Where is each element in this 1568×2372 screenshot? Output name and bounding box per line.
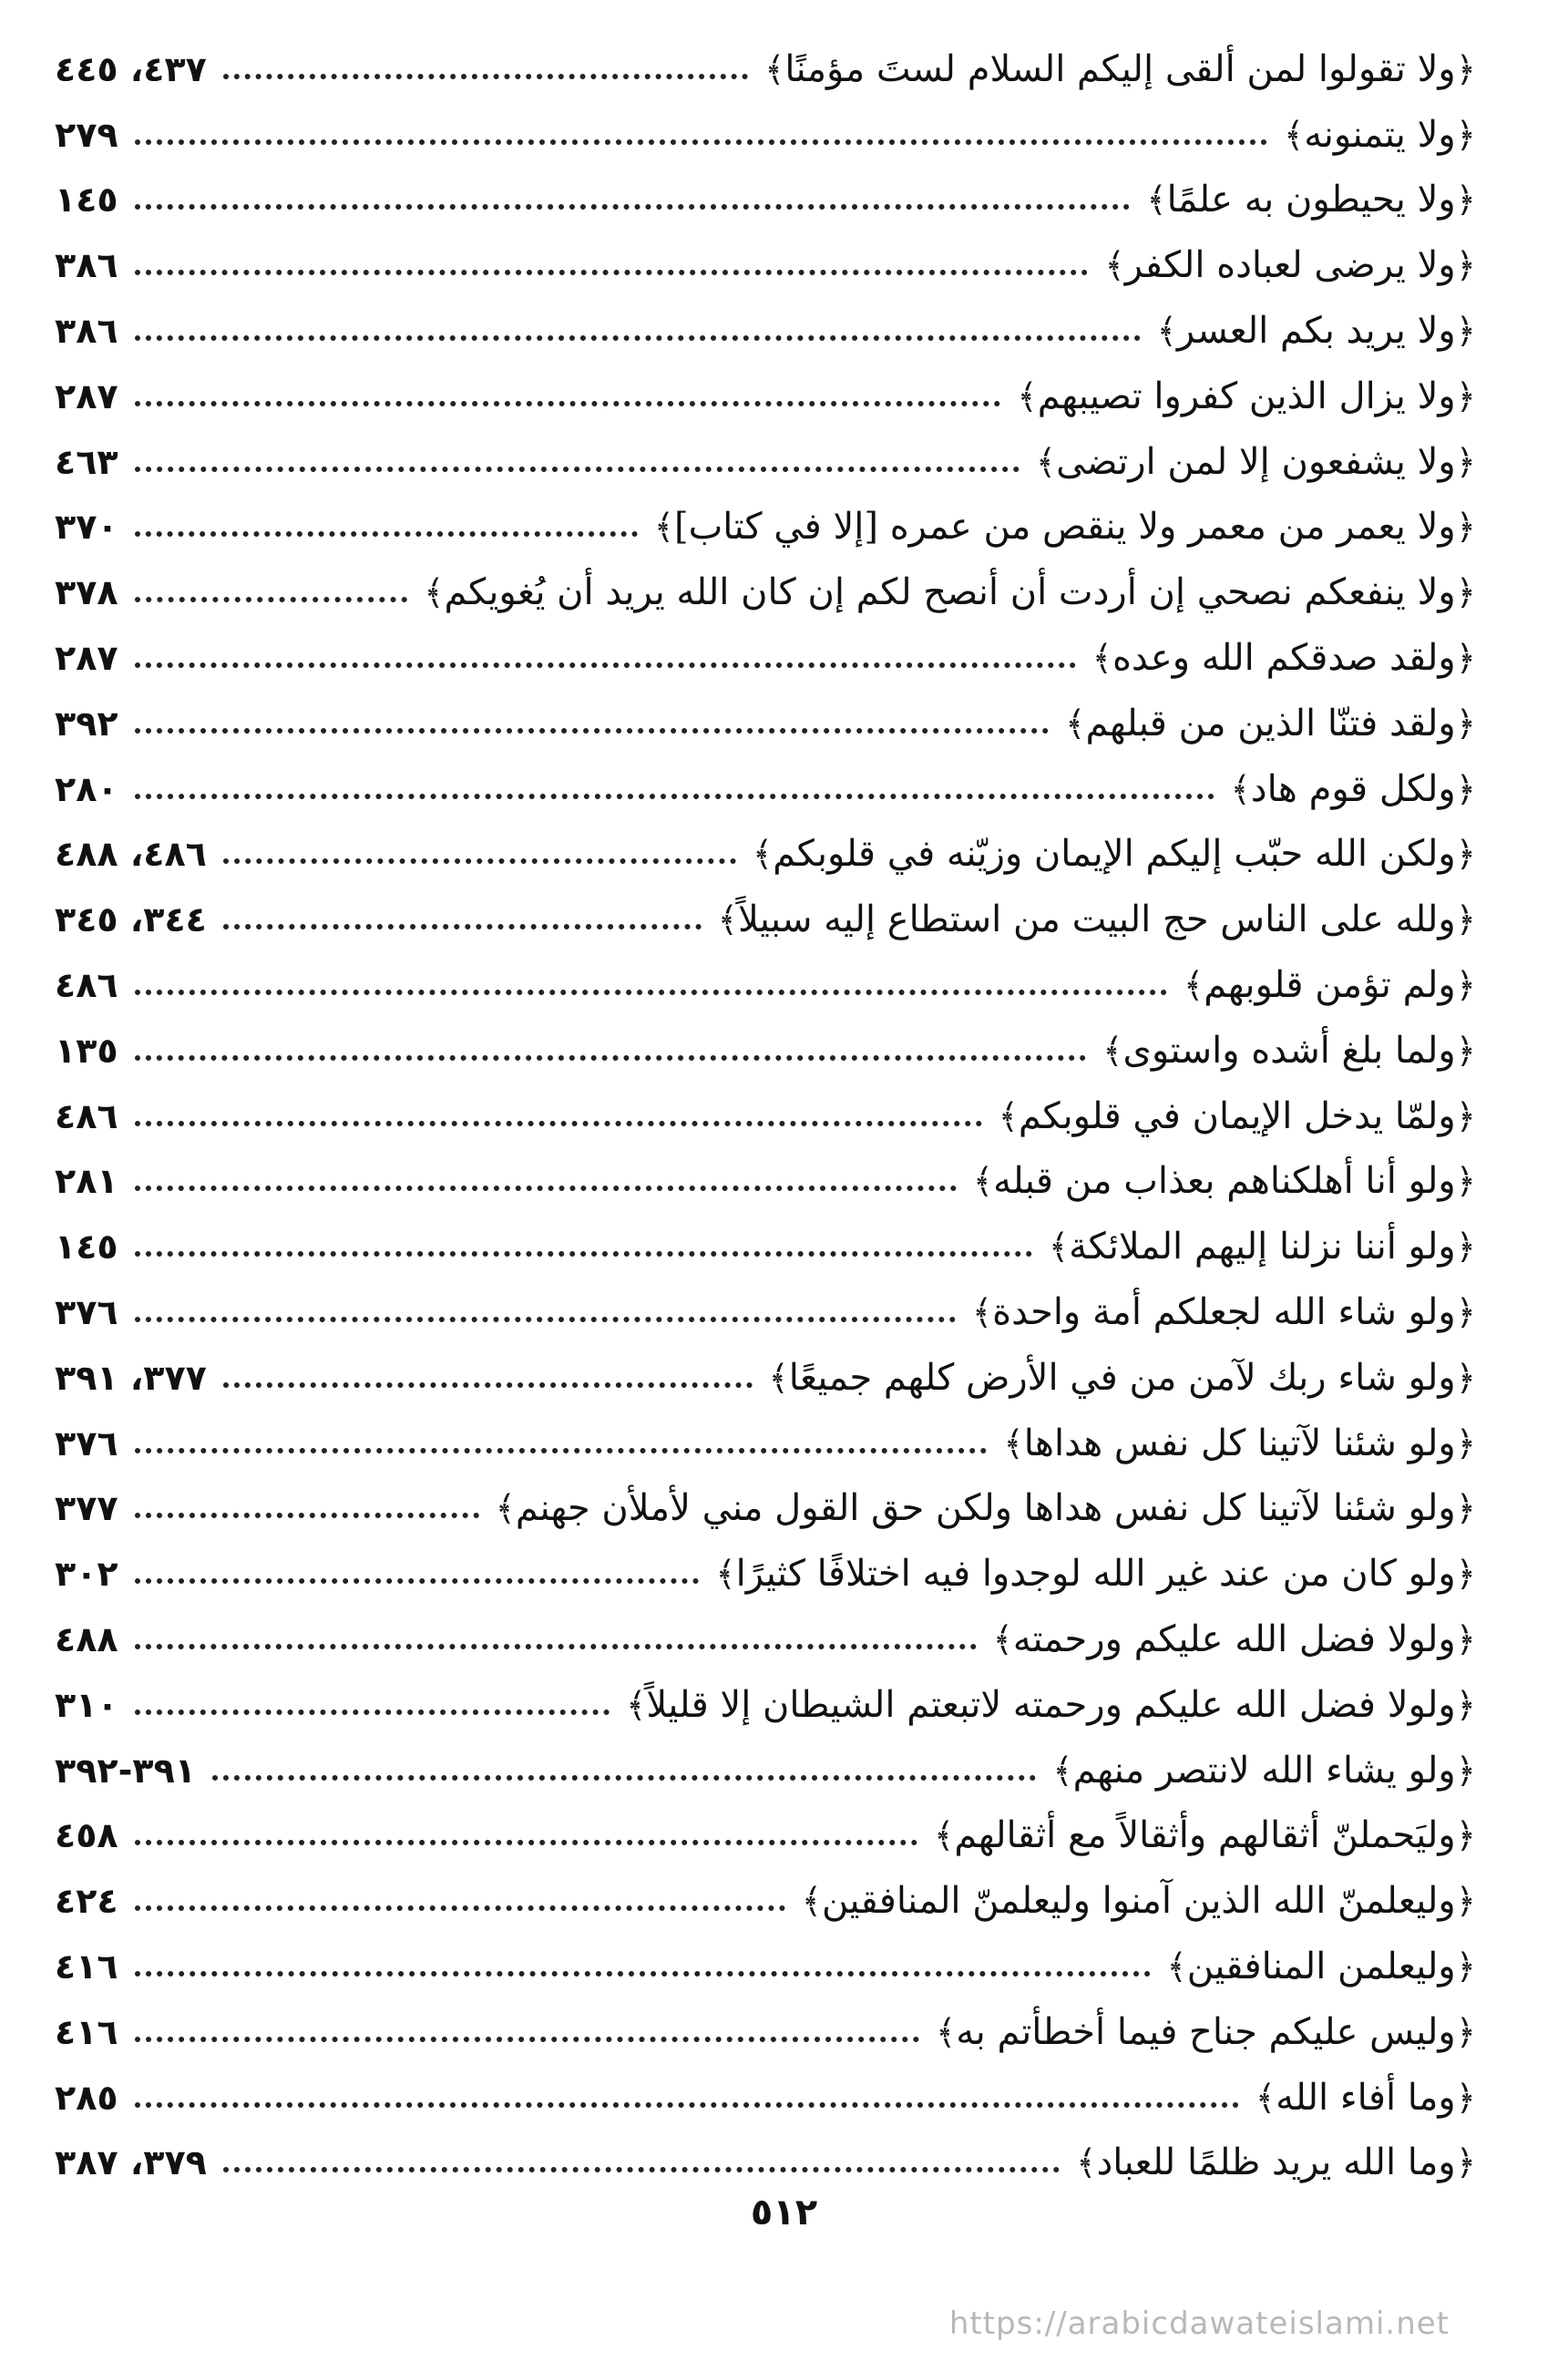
index-entry xyxy=(55,364,1476,429)
ornate-bracket-open: ﴿ xyxy=(1455,114,1476,155)
ayah-text xyxy=(1091,637,1476,680)
page-references: ٣٧٨ xyxy=(55,572,118,613)
dot-leader xyxy=(135,1644,977,1649)
index-entry xyxy=(55,1345,1476,1411)
ayah-words: ولا يريد بكم العسر xyxy=(1176,310,1456,353)
ornate-bracket-open: ﴿ xyxy=(1455,1357,1476,1398)
ornate-bracket-close: ﴾ xyxy=(1255,2077,1276,2118)
ornate-bracket-open: ﴿ xyxy=(1455,48,1476,89)
ornate-bracket-close: ﴾ xyxy=(998,1095,1019,1136)
ornate-bracket-open: ﴿ xyxy=(1455,441,1476,482)
ornate-bracket-close: ﴾ xyxy=(971,1292,993,1333)
ornate-bracket-close: ﴾ xyxy=(764,48,785,89)
ornate-bracket-close: ﴾ xyxy=(424,572,445,613)
page-references: ١٤٥ xyxy=(55,1227,118,1268)
ornate-bracket-open: ﴿ xyxy=(1455,311,1476,352)
dot-leader xyxy=(223,74,748,79)
index-entry xyxy=(55,1541,1476,1607)
ayah-words: ولو يشاء الله لانتصر منهم xyxy=(1072,1749,1456,1792)
page-references: ٤١٦ xyxy=(55,1946,118,1987)
index-entry xyxy=(55,1934,1476,1999)
page-references: ٤٥٨ xyxy=(55,1815,118,1856)
ornate-bracket-open: ﴿ xyxy=(1455,638,1476,679)
ayah-words: ولا يحيطون به علمًا xyxy=(1166,179,1456,221)
page-references: ٢٨٧ xyxy=(55,375,118,416)
index-entry xyxy=(55,691,1476,756)
ayah-text xyxy=(971,1291,1476,1334)
page-references: ٤٨٨ xyxy=(55,1619,118,1660)
page-references: ٣٩١-٣٩٢ xyxy=(55,1750,196,1791)
ayah-words: ولو أنا أهلكناهم بعذاب من قبله xyxy=(993,1160,1456,1203)
dot-leader xyxy=(135,662,1076,668)
index-entry xyxy=(55,1279,1476,1345)
ornate-bracket-close: ﴾ xyxy=(1166,1946,1187,1987)
page-references: ٤٢٤ xyxy=(55,1881,118,1922)
ayah-text xyxy=(1076,2141,1476,2184)
index-entry xyxy=(55,1803,1476,1869)
ayah-words: ولكل قوم هاد xyxy=(1250,767,1456,810)
ayah-text xyxy=(1048,1226,1476,1268)
ornate-bracket-open: ﴿ xyxy=(1455,1095,1476,1136)
ayah-text xyxy=(1156,310,1476,353)
dot-leader xyxy=(135,204,1131,210)
page-references: ٢٧٩ xyxy=(55,114,118,155)
ornate-bracket-open: ﴿ xyxy=(1455,768,1476,809)
ornate-bracket-open: ﴿ xyxy=(1455,572,1476,613)
ayah-text xyxy=(1102,1029,1476,1072)
ayah-text xyxy=(495,1487,1476,1530)
index-entry xyxy=(55,298,1476,364)
ornate-bracket-open: ﴿ xyxy=(1455,1161,1476,1202)
ornate-bracket-close: ﴾ xyxy=(1102,1030,1123,1071)
ornate-bracket-close: ﴾ xyxy=(1035,441,1057,482)
ayah-words: ولمّا يدخل الإيمان في قلوبكم xyxy=(1018,1094,1456,1137)
page-references: ٢٨٠ xyxy=(55,768,118,809)
ornate-bracket-close: ﴾ xyxy=(1184,965,1204,1006)
ornate-bracket-open: ﴿ xyxy=(1455,1030,1476,1071)
index-entry xyxy=(55,1738,1476,1803)
ayah-words: ولا يرضى لعباده الكفر xyxy=(1124,244,1456,287)
dot-leader xyxy=(135,1055,1087,1061)
ayah-text xyxy=(653,506,1476,549)
ornate-bracket-open: ﴿ xyxy=(1455,1750,1476,1791)
dot-leader xyxy=(223,2167,1060,2172)
ornate-bracket-close: ﴾ xyxy=(626,1684,647,1725)
ornate-bracket-close: ﴾ xyxy=(992,1619,1013,1660)
page-references: ٤٣٧، ٤٤٥ xyxy=(55,48,207,89)
ornate-bracket-close: ﴾ xyxy=(1283,114,1305,155)
ayah-words: وليس عليكم جناح فيما أخطأتم به xyxy=(956,2010,1456,2053)
ayah-words: ولا يعمر من معمر ولا ينقص من عمره [إلا في كتاب] xyxy=(674,506,1456,549)
page-references: ٣٧٦ xyxy=(55,1292,118,1333)
dot-leader xyxy=(223,1382,753,1388)
ayah-words: ولولا فضل الله عليكم ورحمته xyxy=(1012,1618,1456,1661)
page-references: ٣٧٧، ٣٩١ xyxy=(55,1357,207,1398)
index-entry xyxy=(55,1411,1476,1476)
ayah-words: ولا ينفعكم نصحي إن أردت أن أنصح لكم إن كان الله يريد أن يُغويكم xyxy=(444,571,1456,614)
dot-leader xyxy=(135,139,1267,145)
index-entry xyxy=(55,1476,1476,1542)
index-entry xyxy=(55,2065,1476,2131)
ornate-bracket-open: ﴿ xyxy=(1455,2077,1476,2118)
ayah-text xyxy=(1146,179,1476,221)
page-references: ٣٨٦ xyxy=(55,311,118,352)
ornate-bracket-close: ﴾ xyxy=(768,1357,789,1398)
ayah-words: وما الله يريد ظلمًا للعباد xyxy=(1096,2141,1456,2184)
index-entry xyxy=(55,495,1476,560)
ayah-text xyxy=(1104,244,1476,287)
index-entry xyxy=(55,1868,1476,1934)
page-references: ٣٨٦ xyxy=(55,245,118,286)
ornate-bracket-close: ﴾ xyxy=(972,1161,994,1202)
ayah-text xyxy=(1035,440,1476,483)
index-entry xyxy=(55,2131,1476,2196)
ayah-text xyxy=(717,898,1476,941)
ayah-words: ولما بلغ أشده واستوى xyxy=(1122,1029,1456,1072)
index-entry xyxy=(55,560,1476,625)
dot-leader xyxy=(135,2102,1239,2108)
dot-leader xyxy=(135,990,1167,995)
ornate-bracket-close: ﴾ xyxy=(1230,768,1251,809)
page-references: ٢٨٧ xyxy=(55,638,118,679)
index-entry xyxy=(55,1214,1476,1279)
ornate-bracket-close: ﴾ xyxy=(1017,375,1038,416)
ayah-text xyxy=(424,571,1476,614)
page-references: ٣٧٧ xyxy=(55,1488,118,1529)
ayah-text xyxy=(992,1618,1476,1661)
ornate-bracket-close: ﴾ xyxy=(801,1881,822,1922)
ornate-bracket-open: ﴿ xyxy=(1455,507,1476,548)
ayah-text xyxy=(935,2010,1476,2053)
ayah-words: ولو شاء الله لجعلكم أمة واحدة xyxy=(992,1291,1456,1334)
ornate-bracket-open: ﴿ xyxy=(1455,1292,1476,1333)
dot-leader xyxy=(135,1448,988,1453)
dot-leader xyxy=(135,1317,956,1322)
ornate-bracket-open: ﴿ xyxy=(1455,1946,1476,1987)
ayah-words: ولا يتمنونه xyxy=(1304,113,1456,156)
ornate-bracket-open: ﴿ xyxy=(1455,2142,1476,2183)
ayah-text xyxy=(1065,702,1476,744)
index-entry xyxy=(55,952,1476,1018)
index-entry xyxy=(55,1083,1476,1149)
ornate-bracket-open: ﴿ xyxy=(1455,1881,1476,1922)
dot-leader xyxy=(135,728,1050,734)
ornate-bracket-open: ﴿ xyxy=(1455,1488,1476,1529)
dot-leader xyxy=(135,270,1089,275)
dot-leader xyxy=(135,1840,917,1845)
index-entry xyxy=(55,168,1476,233)
ayah-text xyxy=(768,1356,1476,1399)
ayah-words: ولو كان من عند غير الله لوجدوا فيه اختلافًا كثيرًا xyxy=(735,1553,1456,1596)
ayah-words: ولم تؤمن قلوبهم xyxy=(1204,964,1456,1007)
ornate-bracket-close: ﴾ xyxy=(752,834,774,875)
page-references: ٤٨٦ xyxy=(55,1095,118,1136)
ornate-bracket-open: ﴿ xyxy=(1455,703,1476,744)
index-entry xyxy=(55,625,1476,691)
ayah-text xyxy=(715,1553,1476,1596)
ayah-text xyxy=(934,1814,1476,1857)
ornate-bracket-close: ﴾ xyxy=(495,1488,516,1529)
ayah-text xyxy=(972,1160,1476,1203)
dot-leader xyxy=(135,1710,610,1715)
index-entry xyxy=(55,1018,1476,1083)
ornate-bracket-close: ﴾ xyxy=(935,2011,957,2052)
ayah-text xyxy=(752,833,1476,876)
dot-leader xyxy=(135,1971,1151,1977)
ayah-text xyxy=(998,1094,1476,1137)
page-references: ٤٨٦ xyxy=(55,965,118,1006)
ayah-words: وليعلمنّ الله الذين آمنوا وليعلمنّ المنافقين xyxy=(821,1880,1456,1923)
ornate-bracket-open: ﴿ xyxy=(1455,180,1476,221)
ayah-text xyxy=(801,1880,1476,1923)
page-references: ٣٤٤، ٣٤٥ xyxy=(55,899,207,940)
page-references: ٤٦٣ xyxy=(55,441,118,482)
ornate-bracket-close: ﴾ xyxy=(934,1815,955,1856)
ornate-bracket-close: ﴾ xyxy=(1091,638,1112,679)
dot-leader xyxy=(223,858,736,864)
watermark-url: https://arabicdawateislami.net xyxy=(948,2305,1450,2342)
ornate-bracket-close: ﴾ xyxy=(1146,180,1167,221)
ayah-text xyxy=(1283,113,1476,156)
ayah-words: وليَحملنّ أثقالهم وأثقالاً مع أثقالهم xyxy=(954,1814,1456,1857)
page-references: ٣٧٠ xyxy=(55,507,118,548)
ayah-text xyxy=(1003,1422,1476,1464)
ornate-bracket-open: ﴿ xyxy=(1455,245,1476,286)
ayah-words: ولو شاء ربك لآمن من في الأرض كلهم جميعًا xyxy=(788,1356,1456,1399)
ayah-words: ولو أننا نزلنا إليهم الملائكة xyxy=(1069,1226,1456,1268)
index-entry xyxy=(55,822,1476,888)
dot-leader xyxy=(135,1186,957,1191)
ayah-text xyxy=(1255,2076,1476,2119)
ornate-bracket-open: ﴿ xyxy=(1455,1554,1476,1595)
ayah-words: وما أفاء الله xyxy=(1276,2076,1456,2119)
ornate-bracket-close: ﴾ xyxy=(1048,1227,1070,1268)
page-references: ٣٩٢ xyxy=(55,703,118,744)
ayah-words: ولكن الله حبّب إليكم الإيمان وزيّنه في قلوبكم xyxy=(773,833,1456,876)
page-references: ١٤٥ xyxy=(55,180,118,221)
ornate-bracket-open: ﴿ xyxy=(1455,1422,1476,1463)
ornate-bracket-open: ﴿ xyxy=(1455,375,1476,416)
page-references: ١٣٥ xyxy=(55,1030,118,1071)
ayah-words: ولقد صدقكم الله وعده xyxy=(1112,637,1456,680)
dot-leader xyxy=(135,1251,1032,1257)
index-entry xyxy=(55,1999,1476,2065)
ayah-words: ولولا فضل الله عليكم ورحمته لاتبعتم الشيطان إلا قليلاً xyxy=(646,1683,1456,1726)
ayah-words: وليعلمن المنافقين xyxy=(1186,1946,1456,1987)
page-references: ٣٠٢ xyxy=(55,1554,118,1595)
ayah-text xyxy=(1230,767,1477,810)
dot-leader xyxy=(135,467,1020,472)
index-entry xyxy=(55,887,1476,952)
ayah-words: ولقد فتنّا الذين من قبلهم xyxy=(1085,702,1456,744)
ornate-bracket-open: ﴿ xyxy=(1455,1684,1476,1725)
ornate-bracket-open: ﴿ xyxy=(1455,1227,1476,1268)
index-entry xyxy=(55,1149,1476,1215)
ornate-bracket-close: ﴾ xyxy=(1076,2142,1097,2183)
ornate-bracket-close: ﴾ xyxy=(1156,311,1177,352)
ayah-words: ولا تقولوا لمن ألقى إليكم السلام لستَ مؤمنًا xyxy=(784,47,1456,90)
dot-leader xyxy=(135,1513,479,1518)
ornate-bracket-open: ﴿ xyxy=(1455,965,1476,1006)
dot-leader xyxy=(135,2037,919,2042)
ornate-bracket-open: ﴿ xyxy=(1455,1619,1476,1660)
index-entry xyxy=(55,1607,1476,1672)
dot-leader xyxy=(135,1121,982,1126)
ayah-words: ولا يشفعون إلا لمن ارتضى xyxy=(1056,440,1456,483)
ayah-words: ولو شئنا لآتينا كل نفس هداها xyxy=(1023,1422,1456,1464)
dot-leader xyxy=(135,1578,700,1584)
ayah-words: ولا يزال الذين كفروا تصيبهم xyxy=(1037,375,1456,417)
index-entry xyxy=(55,429,1476,495)
index-entry xyxy=(55,102,1476,168)
ornate-bracket-close: ﴾ xyxy=(653,507,675,548)
page-references: ٢٨٥ xyxy=(55,2077,118,2118)
ornate-bracket-close: ﴾ xyxy=(715,1554,736,1595)
dot-leader xyxy=(223,924,702,929)
ayah-text xyxy=(1167,1948,1477,1985)
index-entry xyxy=(55,1672,1476,1738)
ayah-text xyxy=(1184,964,1476,1007)
page-references: ٢٨١ xyxy=(55,1161,118,1202)
ornate-bracket-open: ﴿ xyxy=(1455,2011,1476,2052)
ayah-words: ولله على الناس حج البيت من استطاع إليه سبيلاً xyxy=(737,898,1456,941)
ornate-bracket-close: ﴾ xyxy=(1003,1422,1024,1463)
ayah-words: ولو شئنا لآتينا كل نفس هداها ولكن حق القول مني لأملأن جهنم xyxy=(515,1487,1456,1530)
dot-leader xyxy=(135,531,638,537)
ornate-bracket-close: ﴾ xyxy=(1104,245,1125,286)
page-references: ٤٨٦، ٤٨٨ xyxy=(55,834,207,875)
page-references: ٣٧٦ xyxy=(55,1422,118,1463)
ornate-bracket-open: ﴿ xyxy=(1455,899,1476,940)
ornate-bracket-open: ﴿ xyxy=(1455,1815,1476,1856)
dot-leader xyxy=(135,794,1214,799)
dot-leader xyxy=(135,597,408,602)
dot-leader xyxy=(212,1775,1036,1781)
dot-leader xyxy=(135,335,1141,341)
ayah-text xyxy=(1052,1749,1476,1792)
ornate-bracket-close: ﴾ xyxy=(717,899,738,940)
dot-leader xyxy=(135,1905,785,1911)
ayah-text xyxy=(626,1683,1476,1726)
index-entry xyxy=(55,36,1476,102)
page-references: ٤١٦ xyxy=(55,2011,118,2052)
index-entry xyxy=(55,756,1476,822)
ayah-index-list xyxy=(55,36,1476,2195)
ornate-bracket-close: ﴾ xyxy=(1052,1750,1073,1791)
dot-leader xyxy=(135,401,1001,406)
ayah-text xyxy=(764,47,1476,90)
ornate-bracket-open: ﴿ xyxy=(1455,834,1476,875)
index-entry xyxy=(55,232,1476,298)
ornate-bracket-close: ﴾ xyxy=(1065,703,1086,744)
page-references: ٣١٠ xyxy=(55,1684,118,1725)
page-number: ٥١٢ xyxy=(750,2192,818,2233)
ayah-text xyxy=(1017,375,1476,417)
page-references: ٣٧٩، ٣٨٧ xyxy=(55,2142,207,2183)
